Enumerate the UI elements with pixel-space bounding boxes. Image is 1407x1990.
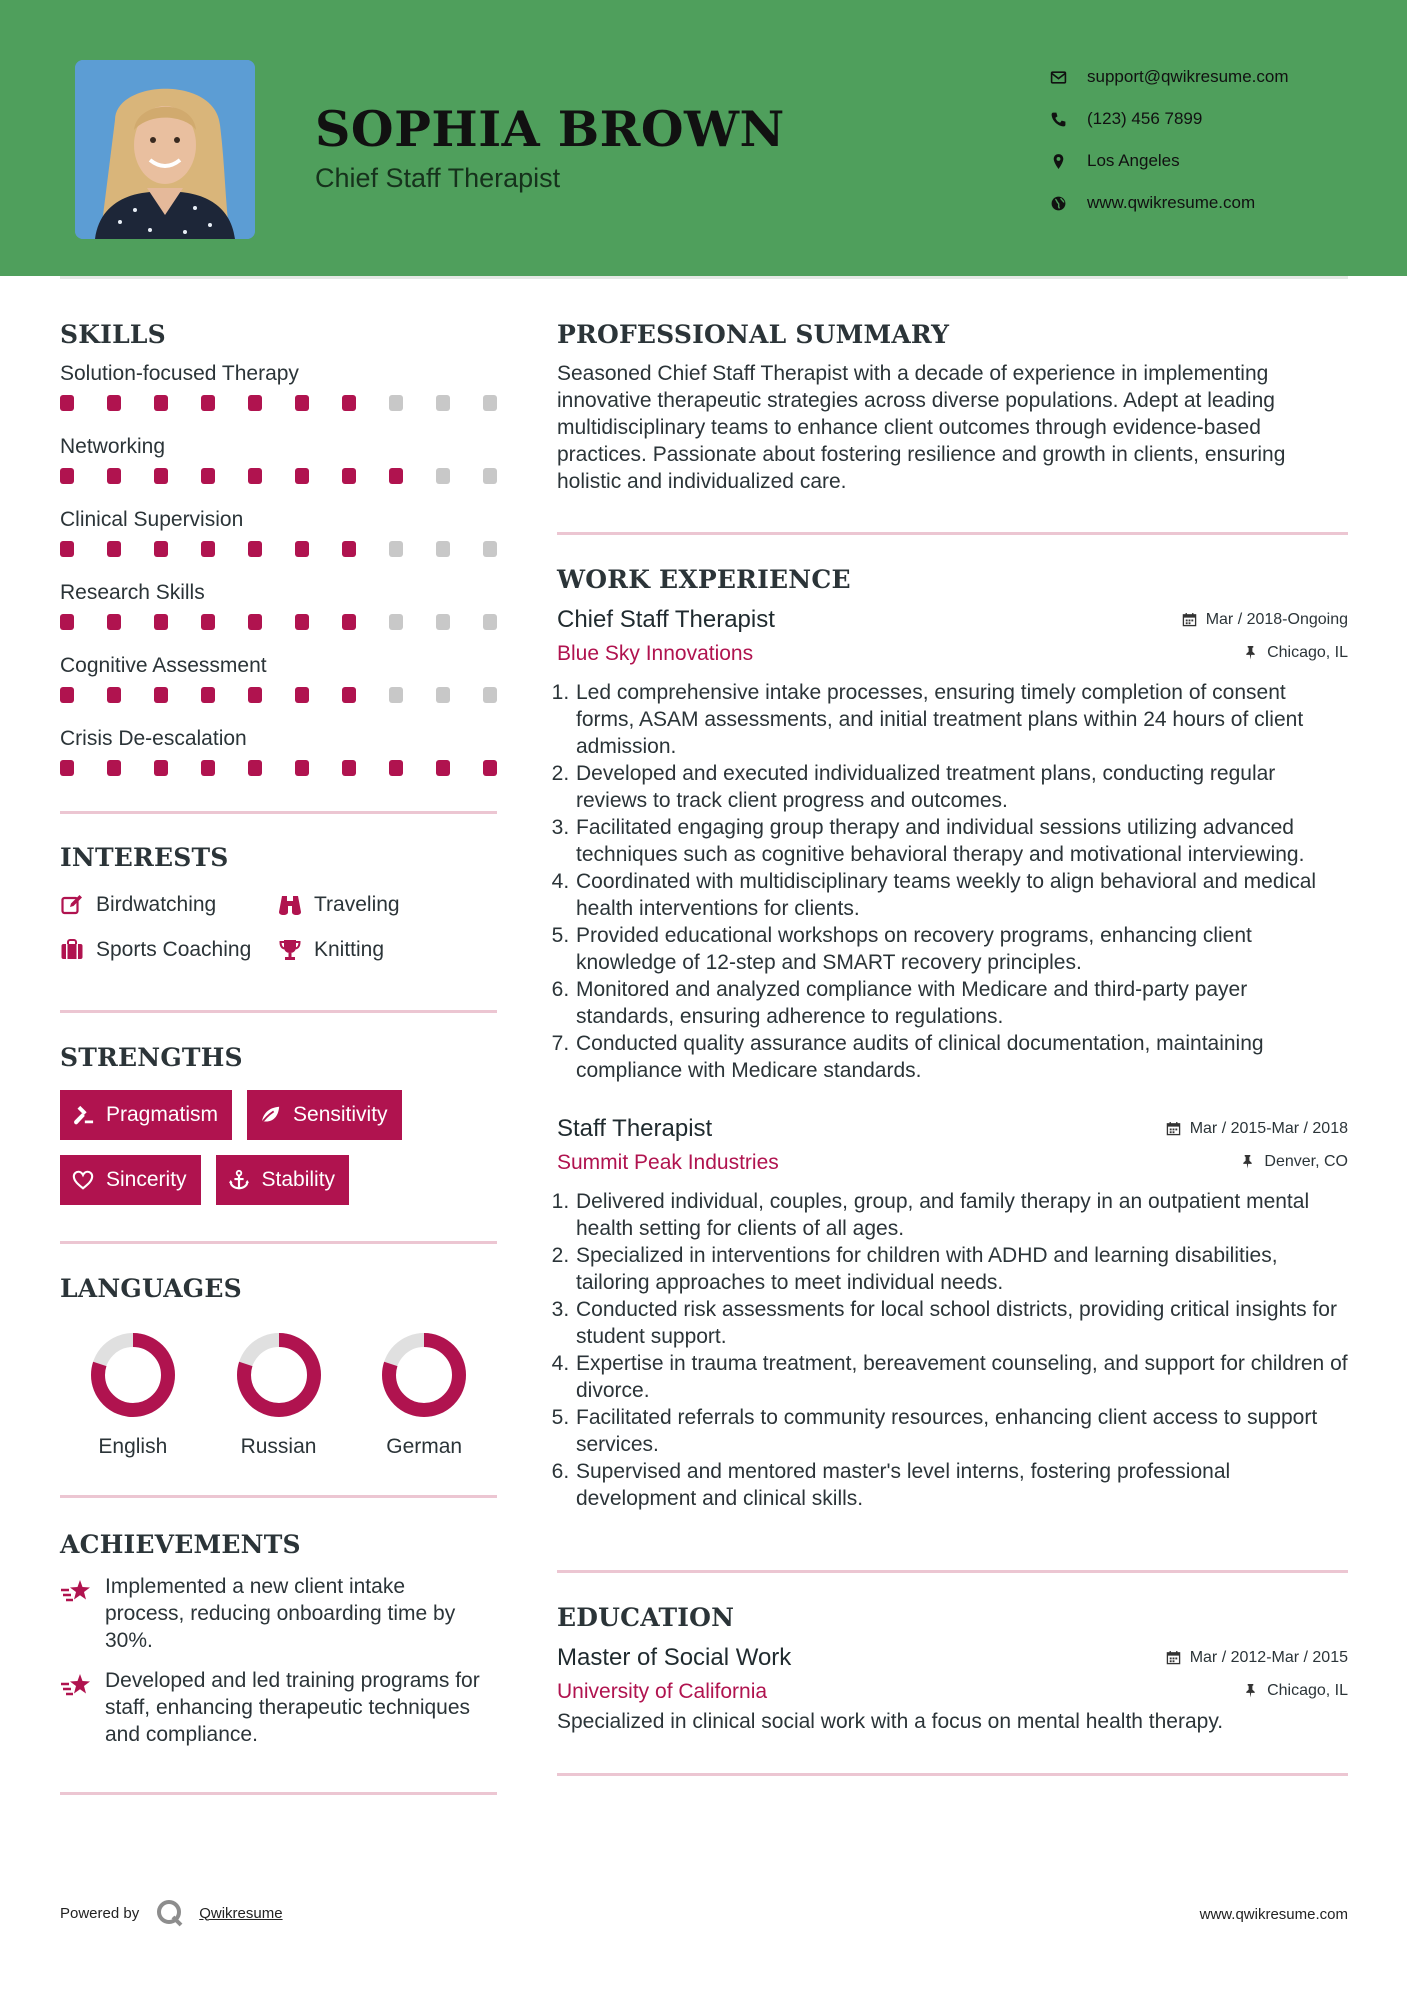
- job-dates-text: Mar / 2015-Mar / 2018: [1189, 1119, 1348, 1137]
- envelope-icon: [1050, 69, 1087, 86]
- rating-dot-empty: [483, 614, 497, 630]
- education-subhead: [557, 1680, 1348, 1704]
- rating-dot-filled: [248, 395, 262, 411]
- strengths-heading: STRENGTHS: [60, 1043, 243, 1072]
- language-name: English: [98, 1435, 168, 1458]
- education-head: [557, 1644, 1348, 1672]
- rating-dot-empty: [436, 614, 450, 630]
- rating-dot-filled: [248, 468, 262, 484]
- anchor-icon: [228, 1169, 250, 1191]
- interest-label: Sports Coaching: [96, 937, 252, 961]
- rating-dot-filled: [107, 687, 121, 703]
- skill-rating: [60, 395, 497, 411]
- language-item: [206, 1331, 352, 1459]
- job-dates: [1182, 611, 1348, 629]
- shooting-star-icon: [60, 1671, 92, 1701]
- language-level-ring: [380, 1331, 468, 1419]
- footer-website[interactable]: www.qwikresume.com: [1199, 1906, 1348, 1923]
- job-role: Staff Therapist: [557, 1115, 713, 1142]
- jobs-list: [557, 606, 1348, 1512]
- responsibility-item: 3. Facilitated engaging group therapy and individual sessions utilizing advanced techniques such as cognitive behavioral therapy and motivational interviewing.: [575, 814, 1348, 868]
- skill-item: [60, 432, 497, 505]
- qwikresume-logo-icon: [155, 1898, 185, 1928]
- responsibility-item: 3. Conducted risk assessments for local school districts, providing critical insights for student support.: [575, 1296, 1348, 1350]
- achievements-heading: ACHIEVEMENTS: [60, 1530, 301, 1559]
- responsibility-item: 2. Specialized in interventions for children with ADHD and learning disabilities, tailoring approaches to meet individual needs.: [575, 1242, 1348, 1296]
- pushpin-icon: [1243, 1683, 1258, 1698]
- summary-text: Seasoned Chief Staff Therapist with a decade of experience in implementing innovative therapeutic strategies across diverse populations. Adept at leading multidisciplinary teams to enhance client outcomes through evidence-based practices. Passionate about fostering resilience and growth in clients, ensuring holistic and individualized care.: [557, 362, 1286, 493]
- rating-dot-empty: [436, 687, 450, 703]
- resume-header: [0, 0, 1407, 276]
- achievement-text: Implemented a new client intake process, reducing onboarding time by 30%.: [105, 1575, 456, 1652]
- left-column: [60, 320, 497, 1795]
- rating-dot-filled: [201, 760, 215, 776]
- trophy-icon: [278, 938, 302, 962]
- interests-heading: INTERESTS: [60, 843, 229, 872]
- responsibility-item: 2. Developed and executed individualized treatment plans, conducting regular reviews to track client progress and outcomes.: [575, 760, 1348, 814]
- job-responsibilities: [557, 1188, 1348, 1512]
- job-company: Summit Peak Industries: [557, 1151, 779, 1174]
- strength-tag: [60, 1155, 201, 1205]
- section-divider: [557, 1570, 1348, 1573]
- phone-icon: [1050, 111, 1087, 128]
- responsibility-item: 1. Delivered individual, couples, group, and family therapy in an outpatient mental health setting for clients of all ages.: [575, 1188, 1348, 1242]
- rating-dot-filled: [60, 687, 74, 703]
- language-level-ring: [89, 1331, 177, 1419]
- profile-photo: [75, 60, 255, 239]
- experience-heading: WORK EXPERIENCE: [557, 565, 851, 594]
- education-location-text: Chicago, IL: [1267, 1681, 1348, 1699]
- contact-phone[interactable]: [1050, 98, 1380, 140]
- section-divider: [60, 1010, 497, 1013]
- rating-dot-filled: [201, 395, 215, 411]
- job-dates: [1166, 1120, 1348, 1138]
- skill-item: [60, 724, 497, 797]
- rating-dot-filled: [201, 468, 215, 484]
- rating-dot-empty: [389, 687, 403, 703]
- rating-dot-empty: [389, 541, 403, 557]
- section-divider: [60, 1792, 497, 1795]
- skills-heading: SKILLS: [60, 320, 166, 349]
- interest-item: [278, 892, 497, 917]
- rating-dot-filled: [248, 541, 262, 557]
- rating-dot-filled: [295, 760, 309, 776]
- candidate-name: SOPHIA BROWN: [315, 100, 785, 158]
- section-divider: [60, 1495, 497, 1498]
- interest-item: [60, 892, 278, 917]
- skill-name: Clinical Supervision: [60, 508, 244, 531]
- skill-name: Crisis De-escalation: [60, 727, 247, 750]
- achievement-item: [60, 1573, 497, 1654]
- job-head: [557, 1115, 1348, 1143]
- candidate-title: Chief Staff Therapist: [315, 163, 561, 193]
- responsibility-item: 7. Conducted quality assurance audits of clinical documentation, maintaining compliance with Medicare standards.: [575, 1030, 1348, 1084]
- job-subhead: [557, 642, 1348, 666]
- job-location: [1240, 1153, 1348, 1171]
- contact-email[interactable]: [1050, 56, 1380, 98]
- rating-dot-filled: [436, 760, 450, 776]
- rating-dot-empty: [483, 541, 497, 557]
- job-location-text: Denver, CO: [1264, 1152, 1348, 1170]
- achievement-text: Developed and led training programs for staff, enhancing therapeutic techniques and compliance.: [105, 1669, 480, 1746]
- job-dates-text: Mar / 2018-Ongoing: [1205, 610, 1348, 628]
- skill-name: Research Skills: [60, 581, 205, 604]
- skill-item: [60, 651, 497, 724]
- rating-dot-filled: [389, 468, 403, 484]
- strengths-list: [60, 1090, 497, 1205]
- footer-powered-by: [60, 1898, 283, 1928]
- strength-label: Pragmatism: [106, 1103, 219, 1126]
- rating-dot-filled: [483, 760, 497, 776]
- pushpin-icon: [1243, 645, 1258, 660]
- rating-dot-empty: [436, 468, 450, 484]
- heart-icon: [72, 1169, 94, 1191]
- calendar-icon: [1182, 612, 1197, 627]
- rating-dot-filled: [154, 395, 168, 411]
- briefcase-icon: [60, 938, 84, 962]
- strength-tag: [60, 1090, 232, 1140]
- right-column: [557, 320, 1348, 1776]
- rating-dot-filled: [107, 760, 121, 776]
- rating-dot-filled: [154, 687, 168, 703]
- skill-item: [60, 578, 497, 651]
- rating-dot-filled: [154, 760, 168, 776]
- education-dates-text: Mar / 2012-Mar / 2015: [1189, 1648, 1348, 1666]
- shooting-star-icon: [60, 1577, 92, 1607]
- skills-list: [60, 359, 497, 797]
- language-item: [351, 1331, 497, 1459]
- skill-rating: [60, 541, 497, 557]
- rating-dot-empty: [436, 395, 450, 411]
- rating-dot-empty: [389, 395, 403, 411]
- strength-tag: [247, 1090, 402, 1140]
- skill-rating: [60, 468, 497, 484]
- education-dates: [1166, 1649, 1348, 1667]
- responsibility-item: 4. Coordinated with multidisciplinary teams weekly to align behavioral and medical health interventions for clients.: [575, 868, 1348, 922]
- language-level-ring: [235, 1331, 323, 1419]
- responsibility-item: 6. Monitored and analyzed compliance with Medicare and third-party payer standards, ensuring adherence to regulations.: [575, 976, 1348, 1030]
- language-name: Russian: [240, 1435, 317, 1458]
- section-divider: [60, 1241, 497, 1244]
- rating-dot-filled: [60, 541, 74, 557]
- job-head: [557, 606, 1348, 634]
- rating-dot-filled: [342, 687, 356, 703]
- interest-item: [278, 937, 497, 962]
- language-item: [60, 1331, 206, 1459]
- rating-dot-filled: [107, 468, 121, 484]
- qwikresume-link[interactable]: Qwikresume: [199, 1904, 283, 1922]
- languages-heading: LANGUAGES: [60, 1274, 242, 1303]
- interest-item: [60, 937, 278, 962]
- calendar-icon: [1166, 1650, 1181, 1665]
- header-divider: [60, 276, 1348, 279]
- rating-dot-filled: [201, 614, 215, 630]
- responsibility-item: 5. Provided educational workshops on recovery programs, enhancing client knowledge of 12-step and SMART recovery principles.: [575, 922, 1348, 976]
- binoculars-icon: [278, 893, 302, 917]
- job-location-text: Chicago, IL: [1267, 643, 1348, 661]
- strength-label: Stability: [261, 1168, 336, 1191]
- job-subhead: [557, 1151, 1348, 1175]
- contact-list: [1050, 56, 1380, 224]
- skill-name: Solution-focused Therapy: [60, 362, 299, 385]
- interest-label: Birdwatching: [96, 892, 217, 916]
- responsibility-item: 6. Supervised and mentored master's level interns, fostering professional development and clinical skills.: [575, 1458, 1348, 1512]
- education-location: [1243, 1682, 1348, 1700]
- rating-dot-empty: [483, 468, 497, 484]
- strength-label: Sincerity: [106, 1168, 187, 1191]
- rating-dot-filled: [295, 468, 309, 484]
- section-divider: [60, 811, 497, 814]
- skill-item: [60, 505, 497, 578]
- skill-item: [60, 359, 497, 432]
- section-divider: [557, 1773, 1348, 1776]
- rating-dot-filled: [60, 760, 74, 776]
- rating-dot-filled: [342, 760, 356, 776]
- rating-dot-filled: [295, 541, 309, 557]
- job-location: [1243, 644, 1348, 662]
- map-pin-icon: [1050, 153, 1087, 170]
- job-company: Blue Sky Innovations: [557, 642, 754, 665]
- rating-dot-filled: [295, 687, 309, 703]
- languages-list: [60, 1331, 497, 1459]
- pushpin-icon: [1240, 1154, 1255, 1169]
- portrait-image: [75, 60, 255, 239]
- summary-heading: PROFESSIONAL SUMMARY: [557, 320, 950, 349]
- pencil-square-icon: [60, 893, 84, 917]
- leaf-icon: [259, 1104, 281, 1126]
- rating-dot-filled: [295, 395, 309, 411]
- contact-website[interactable]: [1050, 182, 1380, 224]
- job-role: Chief Staff Therapist: [557, 606, 775, 633]
- rating-dot-filled: [60, 614, 74, 630]
- language-name: German: [386, 1435, 463, 1458]
- rating-dot-empty: [483, 687, 497, 703]
- calendar-icon: [1166, 1121, 1181, 1136]
- section-divider: [557, 532, 1348, 535]
- contact-email-text: support@qwikresume.com: [1087, 67, 1289, 86]
- contact-location: [1050, 140, 1380, 182]
- interests-list: [60, 892, 497, 962]
- globe-icon: [1050, 195, 1087, 212]
- rating-dot-filled: [154, 468, 168, 484]
- job-entry: [557, 1115, 1348, 1512]
- contact-location-text: Los Angeles: [1087, 151, 1180, 170]
- job-responsibilities: [557, 679, 1348, 1084]
- rating-dot-filled: [107, 395, 121, 411]
- education-degree: Master of Social Work: [557, 1644, 792, 1671]
- education-heading: EDUCATION: [557, 1603, 735, 1632]
- responsibility-item: 1. Led comprehensive intake processes, ensuring timely completion of consent forms, ASAM assessments, and initial treatment plans within 24 hours of client admission.: [575, 679, 1348, 760]
- rating-dot-filled: [342, 541, 356, 557]
- education-description: Specialized in clinical social work with a focus on mental health therapy.: [557, 1710, 1224, 1733]
- rating-dot-empty: [436, 541, 450, 557]
- strength-label: Sensitivity: [293, 1103, 388, 1126]
- gavel-icon: [72, 1104, 94, 1126]
- interest-label: Traveling: [314, 892, 400, 916]
- rating-dot-filled: [60, 468, 74, 484]
- rating-dot-empty: [389, 614, 403, 630]
- rating-dot-filled: [201, 687, 215, 703]
- rating-dot-filled: [248, 614, 262, 630]
- rating-dot-filled: [154, 541, 168, 557]
- education-school: University of California: [557, 1680, 768, 1703]
- responsibility-item: 4. Expertise in trauma treatment, bereavement counseling, and support for children of divorce.: [575, 1350, 1348, 1404]
- strength-tag: [216, 1155, 350, 1205]
- rating-dot-filled: [201, 541, 215, 557]
- achievement-item: [60, 1667, 497, 1748]
- rating-dot-filled: [60, 395, 74, 411]
- rating-dot-filled: [295, 614, 309, 630]
- rating-dot-filled: [248, 760, 262, 776]
- job-entry: [557, 606, 1348, 1084]
- powered-by-label: Powered by: [60, 1904, 140, 1922]
- rating-dot-filled: [342, 614, 356, 630]
- contact-phone-text: (123) 456 7899: [1087, 109, 1203, 128]
- rating-dot-filled: [107, 614, 121, 630]
- responsibility-item: 5. Facilitated referrals to community resources, enhancing client access to support services.: [575, 1404, 1348, 1458]
- interest-label: Knitting: [314, 937, 385, 961]
- rating-dot-filled: [107, 541, 121, 557]
- skill-rating: [60, 614, 497, 630]
- rating-dot-filled: [342, 395, 356, 411]
- contact-website-text: www.qwikresume.com: [1087, 193, 1256, 212]
- rating-dot-filled: [154, 614, 168, 630]
- skill-name: Networking: [60, 435, 166, 458]
- skill-name: Cognitive Assessment: [60, 654, 267, 677]
- rating-dot-filled: [248, 687, 262, 703]
- rating-dot-empty: [483, 395, 497, 411]
- skill-rating: [60, 760, 497, 776]
- skill-rating: [60, 687, 497, 703]
- rating-dot-filled: [389, 760, 403, 776]
- rating-dot-filled: [342, 468, 356, 484]
